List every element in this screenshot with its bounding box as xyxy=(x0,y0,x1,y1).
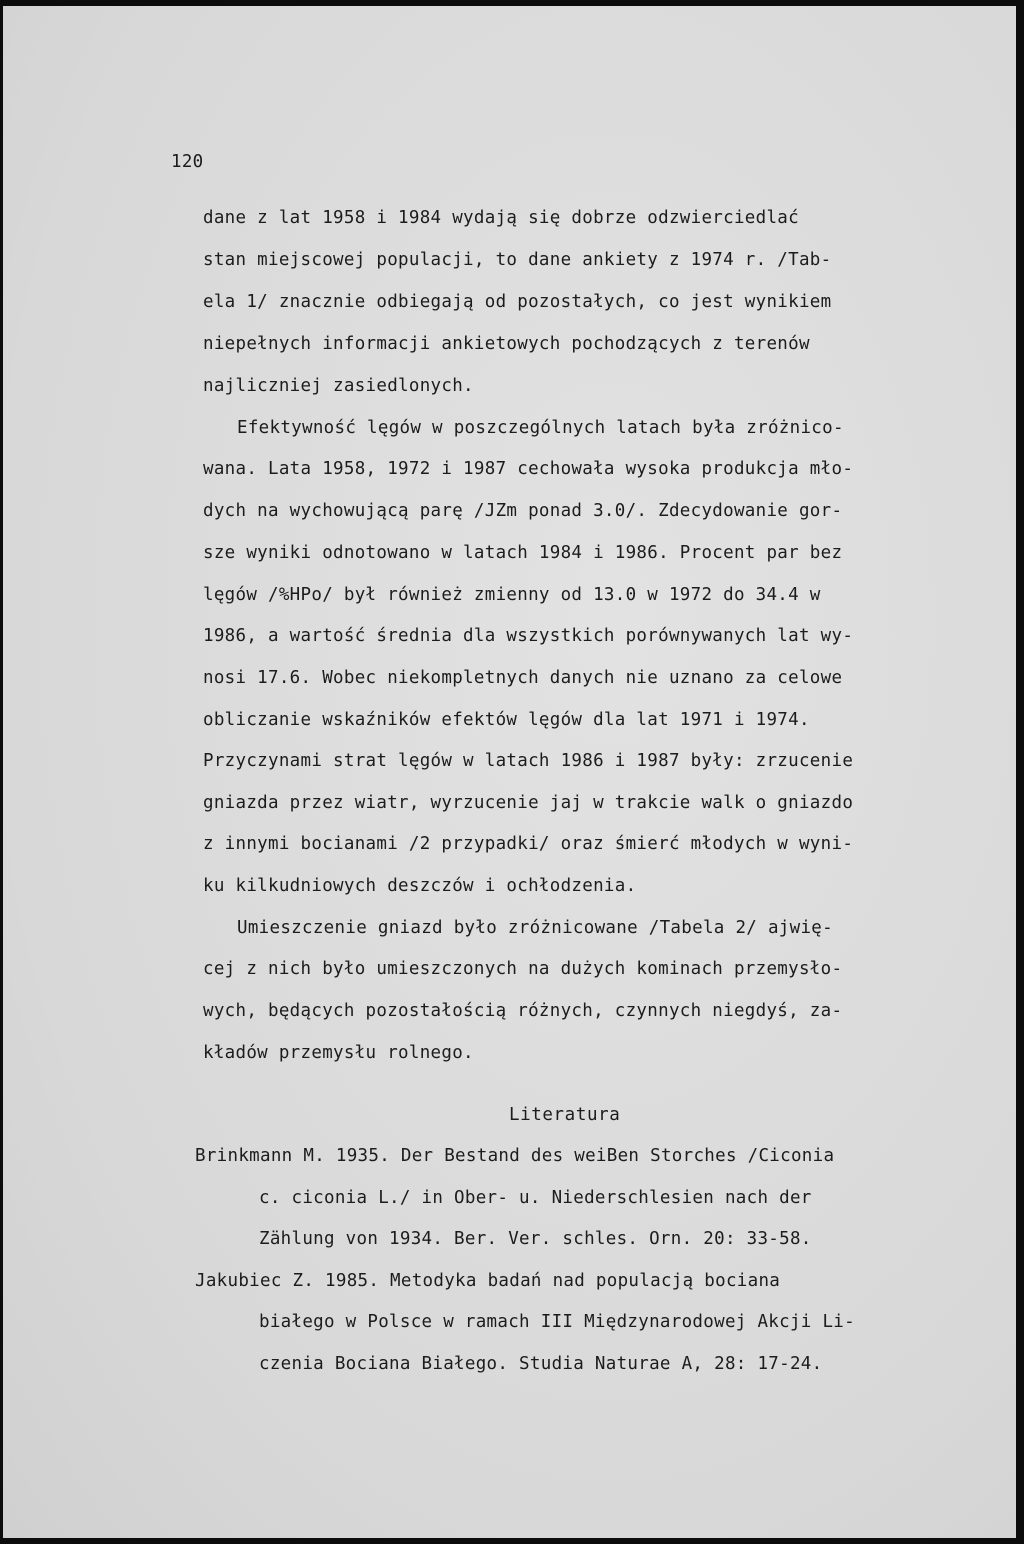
paragraph-2-line-12: ku kilkudniowych deszczów i ochłodzenia. xyxy=(203,876,637,896)
paragraph-1-line-1: dane z lat 1958 i 1984 wydają się dobrze odzwierciedlać xyxy=(203,208,799,228)
paragraph-1-line-3: ela 1/ znacznie odbiegają od pozostałych, co jest wynikiem xyxy=(203,292,832,312)
reference-2-line-2: białego w Polsce w ramach III Międzynarodowej Akcji Li- xyxy=(259,1312,855,1332)
paragraph-2-line-11: z innymi bocianami /2 przypadki/ oraz śmierć młodych w wyni- xyxy=(203,834,854,854)
paragraph-2-line-1: Efektywność lęgów w poszczególnych latach była zróżnico- xyxy=(237,418,844,438)
paragraph-1-line-2: stan miejscowej populacji, to dane ankiety z 1974 r. /Tab- xyxy=(203,250,832,270)
reference-1-line-1: Brinkmann M. 1935. Der Bestand des weiBen Storches /Ciconia xyxy=(195,1146,835,1166)
paragraph-3-line-3: wych, będących pozostałością różnych, czynnych niegdyś, za- xyxy=(203,1001,843,1021)
paragraph-2-line-4: sze wyniki odnotowano w latach 1984 i 1986. Procent par bez xyxy=(203,543,843,563)
paragraph-2-line-2: wana. Lata 1958, 1972 i 1987 cechowała wysoka produkcja mło- xyxy=(203,459,854,479)
paragraph-2-line-10: gniazda przez wiatr, wyrzucenie jaj w trakcie walk o gniazdo xyxy=(203,793,854,813)
scanned-page xyxy=(3,6,1016,1538)
reference-1-line-3: Zählung von 1934. Ber. Ver. schles. Orn. 20: 33-58. xyxy=(259,1229,812,1249)
paragraph-2-line-6: 1986, a wartość średnia dla wszystkich porównywanych lat wy- xyxy=(203,626,854,646)
reference-2-line-1: Jakubiec Z. 1985. Metodyka badań nad populacją bociana xyxy=(195,1271,781,1291)
paragraph-2-line-8: obliczanie wskaźników efektów lęgów dla lat 1971 i 1974. xyxy=(203,710,810,730)
paragraph-1-line-5: najliczniej zasiedlonych. xyxy=(203,376,474,396)
reference-2-line-3: czenia Bociana Białego. Studia Naturae A, 28: 17-24. xyxy=(259,1354,823,1374)
paragraph-3-line-2: cej z nich było umieszczonych na dużych kominach przemysło- xyxy=(203,959,843,979)
page-number: 120 xyxy=(171,152,204,172)
paragraph-2-line-3: dych na wychowującą parę /JZm ponad 3.0/. Zdecydowanie gor- xyxy=(203,501,843,521)
paragraph-2-line-9: Przyczynami strat lęgów w latach 1986 i 1987 były: zrzucenie xyxy=(203,751,854,771)
paragraph-2-line-7: nosi 17.6. Wobec niekompletnych danych nie uznano za celowe xyxy=(203,668,843,688)
reference-1-line-2: c. ciconia L./ in Ober- u. Niederschlesien nach der xyxy=(259,1188,812,1208)
paragraph-3-line-4: kładów przemysłu rolnego. xyxy=(203,1043,474,1063)
paragraph-2-line-5: lęgów /%HPo/ był również zmienny od 13.0 w 1972 do 34.4 w xyxy=(203,585,821,605)
paragraph-1-line-4: niepełnych informacji ankietowych pochodzących z terenów xyxy=(203,334,810,354)
literature-heading: Literatura xyxy=(509,1105,621,1125)
paragraph-3-line-1: Umieszczenie gniazd było zróżnicowane /Tabela 2/ ajwię- xyxy=(237,918,833,938)
